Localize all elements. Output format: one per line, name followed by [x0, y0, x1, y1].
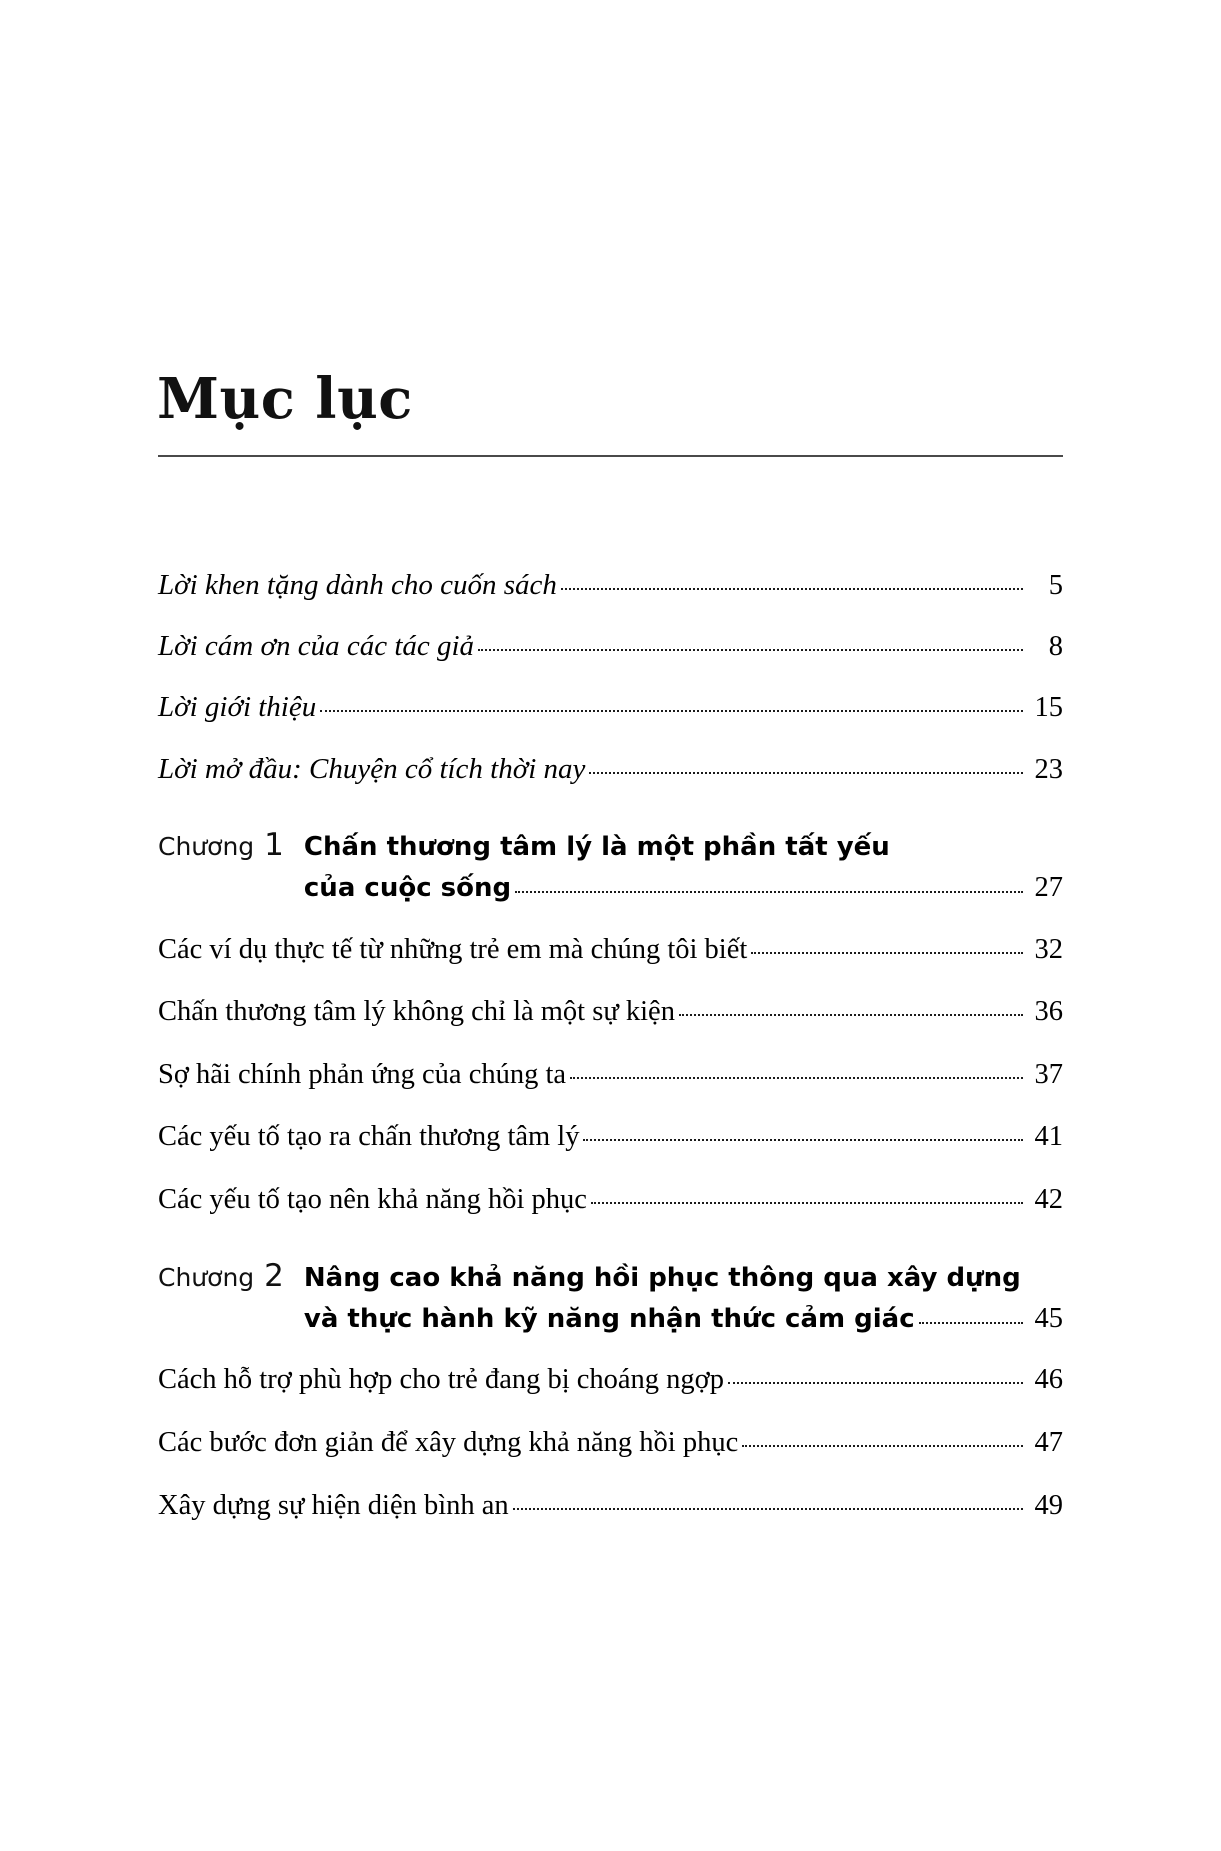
toc-entry-label: Các bước đơn giản để xây dựng khả năng hồi phục [158, 1427, 739, 1459]
toc-entry-page: 23 [1034, 753, 1063, 785]
dot-leader [515, 891, 1023, 893]
toc-list [155, 567, 1065, 1524]
dot-leader [513, 1508, 1023, 1510]
toc-entry-label: Lời khen tặng dành cho cuốn sách [158, 568, 557, 601]
toc-entry-front-2[interactable] [158, 689, 1063, 725]
toc-entry-page: 32 [1034, 933, 1063, 965]
toc-entry-2-2[interactable] [158, 1488, 1063, 1524]
toc-entry-page: 36 [1034, 996, 1063, 1028]
title-divider [158, 455, 1063, 457]
dot-leader [589, 772, 1023, 774]
toc-entry-label: Xây dựng sự hiện diện bình an [158, 1489, 509, 1521]
toc-entry-page: 49 [1034, 1489, 1063, 1521]
dot-leader [751, 952, 1023, 954]
chapter-title [304, 1259, 1063, 1341]
chapter-number: 2 [264, 1257, 284, 1294]
toc-entry-page: 8 [1048, 631, 1063, 663]
chapter-heading [158, 827, 1063, 910]
chapter-title-line-2 [304, 1298, 1063, 1341]
toc-entry-front-3[interactable] [158, 751, 1063, 787]
chapter-word-label: Chương [158, 831, 255, 861]
toc-entry-page: 41 [1034, 1121, 1063, 1153]
dot-leader [728, 1382, 1023, 1384]
toc-entry-2-1[interactable] [158, 1425, 1063, 1461]
chapter-page: 45 [1034, 1302, 1063, 1334]
chapter-1-entries [155, 932, 1065, 1218]
page-title: Mục lục [157, 366, 413, 432]
toc-entry-front-1[interactable] [158, 628, 1063, 664]
toc-entry-label: Lời mở đầu: Chuyện cổ tích thời nay [158, 752, 586, 785]
dot-leader [570, 1077, 1023, 1079]
toc-entry-page: 37 [1034, 1058, 1063, 1090]
toc-entry-label: Cách hỗ trợ phù hợp cho trẻ đang bị choáng ngợp [158, 1364, 725, 1396]
toc-entry-label: Lời giới thiệu [158, 691, 317, 724]
dot-leader [320, 710, 1023, 712]
toc-entry-1-0[interactable] [158, 932, 1063, 968]
chapter-title-line-1 [304, 828, 1063, 867]
toc-entry-1-2[interactable] [158, 1057, 1063, 1093]
toc-entry-page: 42 [1034, 1184, 1063, 1216]
chapter-heading [158, 1258, 1063, 1341]
dot-leader [679, 1014, 1023, 1016]
toc-entry-label: Chấn thương tâm lý không chỉ là một sự kiện [158, 996, 675, 1028]
toc-entry-label: Các ví dụ thực tế từ những trẻ em mà chúng tôi biết [158, 933, 748, 965]
toc-entry-label: Các yếu tố tạo ra chấn thương tâm lý [158, 1121, 580, 1153]
toc-chapter-2[interactable] [158, 1258, 1063, 1341]
toc-content [155, 366, 1065, 1550]
chapter-word-label: Chương [158, 1262, 255, 1292]
chapter-title-line-1 [304, 1259, 1063, 1298]
toc-entry-front-0[interactable] [158, 567, 1063, 603]
chapter-page: 27 [1034, 871, 1063, 903]
dot-leader [742, 1445, 1023, 1447]
toc-entry-label: Các yếu tố tạo nên khả năng hồi phục [158, 1184, 587, 1216]
toc-entry-1-3[interactable] [158, 1119, 1063, 1155]
toc-entry-label: Sợ hãi chính phản ứng của chúng ta [158, 1058, 567, 1090]
chapter-title [304, 828, 1063, 910]
toc-entry-2-0[interactable] [158, 1362, 1063, 1398]
chapter-title-text: và thực hành kỹ năng nhận thức cảm giác [303, 1303, 915, 1334]
dot-leader [561, 588, 1023, 590]
toc-entry-page: 15 [1034, 692, 1063, 724]
toc-entry-page: 46 [1034, 1364, 1063, 1396]
toc-entry-label: Lời cám ơn của các tác giả [158, 630, 475, 663]
dot-leader [478, 649, 1023, 651]
chapter-2-entries [155, 1362, 1065, 1523]
toc-chapter-1[interactable] [158, 827, 1063, 910]
chapter-title-text: Chấn thương tâm lý là một phần tất yếu [303, 831, 890, 862]
chapter-title-line-2 [304, 867, 1063, 910]
dot-leader [591, 1202, 1023, 1204]
chapter-number: 1 [264, 826, 284, 863]
dot-leader [919, 1322, 1023, 1324]
toc-entry-1-1[interactable] [158, 994, 1063, 1030]
chapter-title-text: của cuộc sống [303, 872, 512, 903]
dot-leader [583, 1139, 1023, 1141]
toc-entry-page: 5 [1048, 569, 1063, 601]
toc-entry-1-4[interactable] [158, 1182, 1063, 1218]
toc-entry-page: 47 [1034, 1427, 1063, 1459]
chapter-title-text: Nâng cao khả năng hồi phục thông qua xây dựng [303, 1262, 1021, 1293]
